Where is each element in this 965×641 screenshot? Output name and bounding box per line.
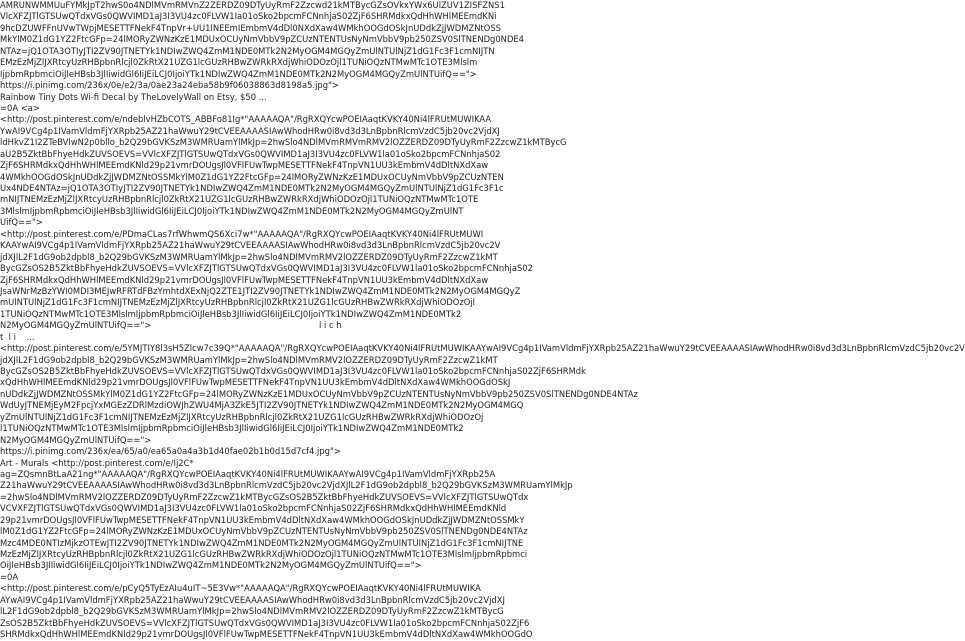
text-line: SHRMdkxQdHhWHlMEEmdKNld29p21vmrDOUgsJl0VFlFUwTwpMESETTFNekF4TnpVN1UU3kEmbmV4dDltNXdXaw4WMkhOOGdO [0, 629, 533, 640]
text-line: WdUyJTNEMjEyM2FpcjYxMGEzZDRlMzdiOWJhZWU4MjA3ZkE5JTI2ZV90JTNETYk1NDIwZWQ4ZmM1NDE0MTk2N2MyOGM4MGQ [0, 400, 524, 411]
text-line: 4WMkhOOGdOSkJnUDdkZjJWDMZNtOSSMkYlM0Z1dG1YZ2FtcGFp=24lMORyZWNzKzE1MDUxOCUyNmVbbV9pZCUzNTEN [0, 171, 504, 182]
text-line: MkYlM0Z1dG1YZ2FtcGFp=24lMORyZWNzKzE1MDUxOCUyNmVbbV9pZCUzNTENTUsNyNmVbbV9pb250ZSV0SlTNENDg0NDE4 [0, 34, 525, 45]
text-line: OiJleHBsb3JlIiwidGl6IiJEiLCJ0IjoiYTk1NDIwZWQ4ZmM1NDE0MTk2N2MyOGM4MGQyZmUlNTUifQ=="> [0, 560, 422, 571]
text-line: ag=ZQsmnBtLaA21ng*"AAAAAQA"/RgRXQYcwPOEIAaqtKVKY40Ni4lFRUtMUWIKAAYwAI9VCg4p1IVamVldmFjYXRpb25A [0, 468, 496, 479]
text-line: 9hcDZUWFFnUVwTWpjMESETTFNekF4TnpVr+UU1lNEEmIEmbmV4dDl0NXdXaw4WMkhOOGdOSkJnUDdkZjJWDMZNtOSS [0, 22, 501, 33]
text-line: https://i.pinimg.com/236x/0e/e2/3a/0ae23a24eba58b9f06038863d8198a5.jpg"> [0, 80, 339, 91]
text-line: ZjF6SHRMdkxQdHhWHlMEEmdKNld29p21vmrDOUgsJl0VFlFUwTwpMESETTFNekF4TnpVN1UU3kEmbmV4dDltNXdXaw [0, 274, 489, 285]
text-line: l1TUNiOQzNTMwMTc1OTE3MlslmIjpbmRpbmciOiJleHBsb3JlIiwidGl6IiJEiLCJ0IjoiYTk1NDIwZWQ4ZmM1NDE0MTk2 [0, 423, 464, 434]
text-line: Z21haWwuY29tCVEEAAAASIAwWhodHRw0i8vd3d3LnBpbnRlcmVzdC5jb20vc2VjdXJlL2F1dG9ob2dpbl8_b2Q29bGVKSzM3WMRUamYlMkJp [0, 480, 573, 491]
text-line: UifQ=="> [0, 217, 43, 228]
text-line: 3MlslmIjpbmRpbmciOiJleHBsb3JlIiwidGl6IiJEiLCJ0IjoiYTk1NDIwZWQ4ZmM1NDE0MTk2N2MyOGM4MGQyZmUlNT [0, 205, 464, 216]
text-line: BycGZsOS2B5ZktBbFhyeHdkZUVSOEVS=VVlcXFZJTlGTSUwQTdxVGs0QWVIMD1aJ3I3VU4zc0FLVW1la01oSko2bpcmFCNnhjaS02ZjF6SHRMdk [0, 366, 586, 376]
text-line: N2MyOGM4MGQyZmUlNTUifQ=="> l i c h [0, 320, 342, 331]
text-line: KAAYwAI9VCg4p1IVamVldmFjYXRpb25AZ21haWwuY29tCVEEAAAASIAwWhodHRw0i8vd3d3LnBpbnRlcmVzdC5jb20vc2V [0, 240, 501, 251]
text-line: yZmUlNTUlNjZ1dG1Fc3F1cmNIJTNEMzEzMjZlJXRtcyUzRHBpbnRlcjl0ZkRtX21UZG1lcGUzRHBwZWRkRXdjWhiODOzOj [0, 411, 484, 422]
text-line: https://i.pinimg.com/236x/ea/65/a0/ea65a0a4a3b1d40fae02b1b0d15d7cf4.jpg"> [0, 446, 341, 457]
text-line: =0A <a> [0, 102, 40, 113]
text-line: VCVXFZJTlGTSUwQTdxVGs0QWVIMD1aJ3I3VU4zc0FLVW1la01oSko2bpcmFCNnhjaS02ZjF6SHRMdkxQdHhWHlMEEmdKNld [0, 503, 507, 514]
text-line: =2hwSlo4NDlMVmRMV2lOZZERDZ09DTyUyRmF2ZzcwZ1kMTBycGZsOS2B5ZktBbFhyeHdkZUVSOEVS=VVlcXFZJTlGTSUwQTdx [0, 491, 529, 502]
text-line: ZjF6SHRMdkxQdHhWHlMEEmdKNld29p21vmrDOUgsJl0VFlFUwTwpMESETTFNekF4TnpVN1UU3kEmbmV4dDltNXdXaw [0, 160, 489, 171]
text-line: xQdHhWHlMEEmdKNld29p21vmrDOUgsJl0VFlFUwTwpMESETTFNekF4TnpVN1UU3kEmbmV4dDltNXdXaw4WMkhOOGdOSkJ [0, 377, 511, 388]
text-line: aU2B5ZktBbFhyeHdkZUVSOEVS=VVlcXFZJTlGTSUwQTdxVGs0QWVIMD1aJ3I3VU4zc0FLVW1la01oSko2bpcmFCNnhjaS02 [0, 148, 501, 159]
text-line: MzEzMjZlJXRtcyUzRHBpbnRlcjl0ZkRtX21UZG1lcGUzRHBwZWRkRXdjWhiODOzOjl1TUNiOQzNTMwMTc1OTE3MlslmIjpbmRpbmci [0, 549, 528, 559]
text-line: 1TUNiOQzNTMwMTc1OTE3MlslmIjpbmRpbmciOiJleHBsb3JlIiwidGl6IiJEiLCJ0IjoiYTk1NDIwZWQ4ZmM1NDE0MTk2 [0, 308, 462, 319]
text-line: Ux4NDE4NTAz=jQ1OTA3OTIyJTI2ZV90JTNETYk1NDIwZWQ4ZmM1NDE0MTk2N2MyOGM4MGQyZmUlNTUlNjZ1dG1Fc3F1c [0, 183, 504, 193]
text-line: lM0Z1dG1YZ2FtcGFp=24lMORyZWNzKzE1MDUxOCUyNmVbbV9pZCUzNTENTUsNyNmVbbV9pb250ZSV0SlTNENDg0NDE4NTAz [0, 526, 528, 537]
text-line: EMzEzMjZlJXRtcyUzRHBpbnRlcjl0ZkRtX21UZG1lcGUzRHBwZWRkRXdjWhiODOzOjl1TUNiOQzNTMwMTc1OTE3Mlslm [0, 57, 478, 68]
text-line: NTAz=jQ1OTA3OTIyJTI2ZV90JTNETYk1NDIwZWQ4ZmM1NDE0MTk2N2MyOGM4MGQyZmUlNTUlNjZ1dG1Fc3F1cmNIJTN [0, 45, 495, 56]
text-line: ldHkvZ1I2ZTeBVlwN2p0bllo_b2Q29bGVKSzM3WMRUamYlMkJp=2hwSlo4NDlMVmRMVmRMV2lOZZERDZ09DTyUyRmF2ZzcwZ1kMTBycG [0, 137, 567, 148]
text-line: VlcXFZJTlGTSUwQTdxVGs0QWVIMD1aJ3I3VU4zc0FLVW1Ia01oSko2bpcmFCNnhjaS02ZjF6SHRMdkxQdHhWHlMEEmdKNi [0, 11, 497, 22]
text-line: N2MyOGM4MGQyZmUlNTUifQ=="> [0, 434, 152, 445]
text-line: ZsOS2B5ZktBbFhyeHdkZUVSOEVS=VVlcXFZJTlGTSUwQTdxVGs0QWVIMD1aJ3I3VU4zc0FLVW1la01oSko2bpcmFCNnhjaS02ZjF6 [0, 617, 530, 628]
text-line: Mzc4MDE0NTIzMjkzOTEwJTI2ZV90JTNETYk1NDIwZWQ4ZmM1NDE0MTk2N2MyOGM4MGQyZmUlNTUlNjZ1dG1Fc3F1cmNIJTNE [0, 537, 524, 548]
text-line: Art - Murals <http://post.pinterest.com/e/Ij2C* [0, 457, 194, 468]
text-line: <http://post.pinterest.com/e/5YMJTIY8l3sH5Zlcw7c39Q*"AAAAAQA"/RgRXQYcwPOEIAaqtKVKY40Ni4lFRUtMUWIKAAYwAI9VCg4p1IVamVldmFjYXRpb25AZ21haWwuY29tCVEEAAAASIAwWhodHRw0i8vd3d3LnBpbnRlcmVzdC5jb20vc2V [0, 343, 965, 354]
text-line: <http://post.pinterest.com/e/pCyQ5TyEzAIu4uIT~5E3Vw*"AAAAAQA"/RgRXQYcwPOEIAaqtKVKY40Ni4lFRUtMUWIKA [0, 583, 481, 594]
text-line: =0A [0, 571, 19, 582]
text-line: Rainbow Tiny Dots Wi-fi Decal by TheLovelyWall on Etsy, $50 ... [0, 91, 267, 102]
text-line: YwAI9VCg4p1IVamVldmFjYXRpb25AZ21haWwuY29tCVEEAAAASIAwWhodHRw0i8vd3d3LnBpbnRlcmVzdC5jb20vc2VjdXJ [0, 125, 500, 136]
text-line: IjpbmRpbmciOiJleHBsb3JlIiwidGl6IiJEiLCJ0IjoiYTk1NDIwZWQ4ZmM1NDE0MTk2N2MyOGM4MGQyZmUlNTUifQ=="> [0, 68, 477, 79]
text-line: JsaWNrMzBzYWI0MDI3MEJwRFRTdFBzYmhtdXExNjQ2ZTE1JTI2ZV90JTNETYk1NDIwZWQ4ZmM1NDE0MTk2N2MyOGM4MGQyZ [0, 285, 521, 296]
text-line: nUDdkZjJWDMZNtOSSMkYlM0Z1dG1YZ2FtcGFp=24lMORyZWNzKzE1MDUxOCUyNmVbbV9pZCUzNTENTUsNyNmVbbV9pb250ZSV0SlTNENDg0NDE4NTAz [0, 388, 638, 399]
text-line: 29p21vmrDOUgsJl0VFlFUwTwpMESETTFNekF4TnpVN1UU3kEmbmV4dDltNXdXaw4WMkhOOGdOSkJnUDdkZjJWDMZNtOSSMkY [0, 514, 525, 525]
text-line: lL2F1dG9ob2dpbl8_b2Q29bGVKSzM3WMRUamYlMkJp=2hwSlo4NDlMVmRMV2lOZZERDZ09DTyUyRmF2ZzcwZ1kMTBycG [0, 606, 504, 617]
text-line: AMRUNWMMUuFYMkJpT2hwS0o4NDlMVmRMVnZ2ZERDZ09DTyUyRmF2Zzcwd21kMTBycGZsOVkxYWx6UlZUV1ZISFZNS1 [0, 0, 505, 10]
text-line: AYwAI9VCg4p1IVamVldmFjYXRpb25AZ21haWwuY29tCVEEAAAASIAwWhodHRw0i8vd3d3LnBpbnRlcmVzdC5jb20vc2VjdXJ [0, 594, 505, 605]
text-line: jdXJlL2F1dG9ob2dpbl8_b2Q29bGVKSzM3WMRUamYlMkJp=2hwSlo4NDlMVmRMV2lOZZERDZ09DTyUyRmF2ZzcwZ1kMT [0, 354, 498, 365]
text-line: mNIJTNEMzEzMjZlJXRtcyUzRHBpbnRlcjl0ZkRtX21UZG1lcGUzRHBwZWRkRXdjWhiODOzOjl1TUNiOQzNTMwMTc1OTE [0, 194, 479, 205]
text-line: t l i ... [0, 331, 35, 342]
text-line: jdXJlL2F1dG9ob2dpbl8_b2Q29bGVKSzM3WMRUamYlMkJp=2hwSlo4NDlMVmRMV2lOZZERDZ09DTyUyRmF2ZzcwZ1kMT [0, 251, 498, 262]
text-line: BycGZsOS2B5ZktBbFhyeHdkZUVSOEVS=VVlcXFZJTlGTSUwQTdxVGs0QWVIMD1aJ3I3VU4zc0FLVW1la01oSko2bpcmFCNnhjaS02 [0, 263, 533, 274]
text-line: <http://post.pinterest.com/e/ndeblvHZbCOTS_ABBFo81Ig*"AAAAAQA"/RgRXQYcwPOEIAaqtKVKY40Ni4lFRUtMUWIKAA [0, 114, 492, 125]
text-line: mUlNTUlNjZ1dG1Fc3F1cmNIJTNEMzEzMjZlJXRtcyUzRHBpbnRlcjl0ZkRtX21UZG1lcGUzRHBwZWRkRXdjWhiODOzOjl [0, 297, 475, 308]
text-line: <http://post.pinterest.com/e/PDmaCLas7rfWhwmQS6Xci7w*"AAAAAQA"/RgRXQYcwPOEIAaqtKVKY40Ni4lFRUtMUWI [0, 228, 484, 239]
